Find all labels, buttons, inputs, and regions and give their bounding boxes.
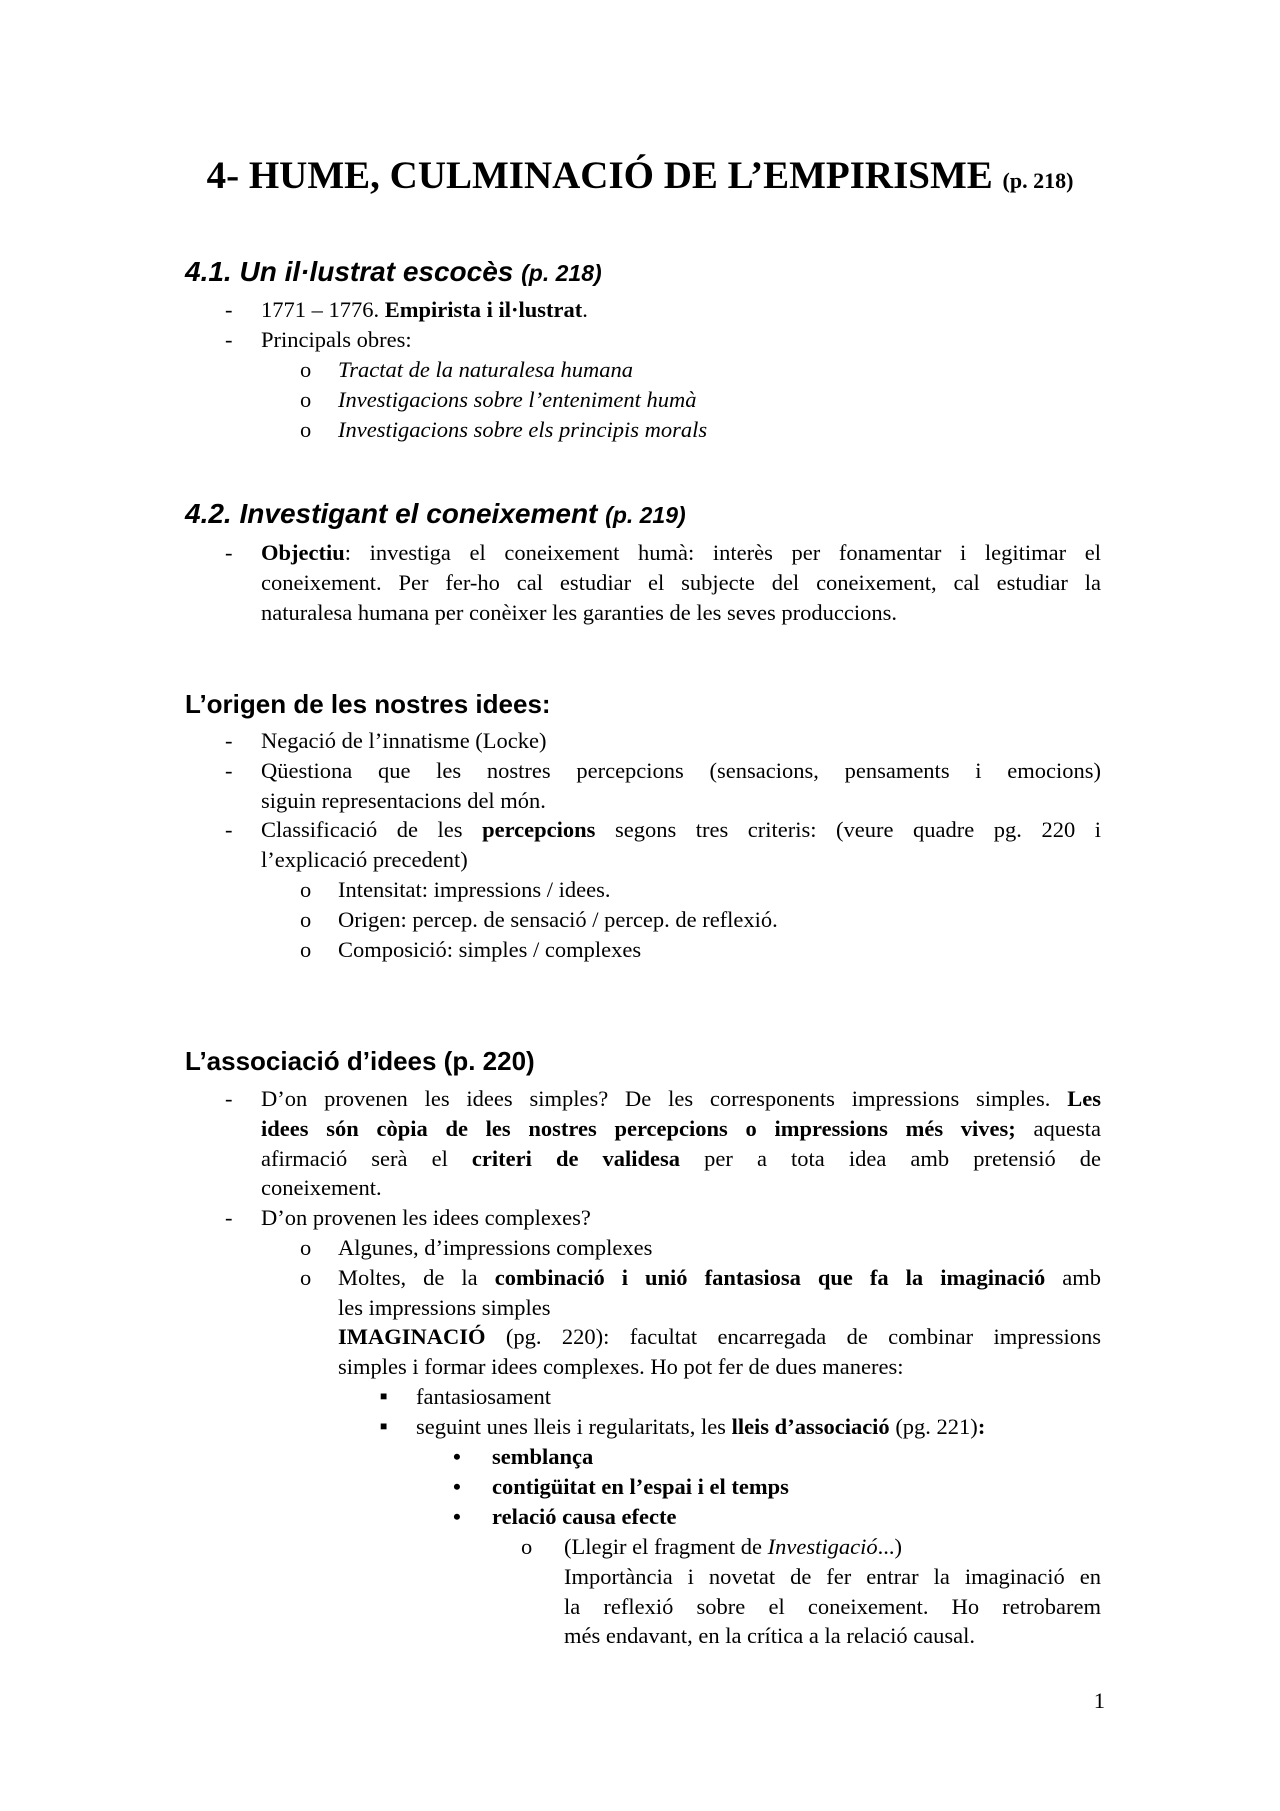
association-laws-list <box>453 1442 1101 1531</box>
list-item: - Negació de l’innatisme (Locke) <box>261 726 1101 756</box>
document-title <box>0 152 1280 205</box>
circle-bullet-icon: o <box>300 877 312 902</box>
square-bullet-icon: ■ <box>380 1389 388 1403</box>
text-line: la reflexió sobre el coneixement. Ho retrobarem <box>564 1593 1101 1619</box>
text-line: idees són còpia de les nostres percepcions o impressions més vives; aquesta <box>261 1115 1102 1141</box>
list-item: ■ fantasiosament <box>416 1382 1101 1412</box>
dash-bullet-icon: - <box>225 728 233 753</box>
list-item: - 1771 – 1776. Empirista i il·lustrat. <box>261 295 1101 325</box>
section-heading-4-2: 4.2. Investigant el coneixement (p. 219) <box>185 498 686 529</box>
bullet-dot-icon: • <box>453 1503 461 1529</box>
text-line: les impressions simples <box>338 1294 551 1320</box>
text-line: coneixement. Per fer-ho cal estudiar el subjecte del coneixement, cal estudiar la <box>261 569 1101 595</box>
circle-bullet-icon: o <box>300 357 312 382</box>
works-list <box>300 355 1101 444</box>
dash-bullet-icon: - <box>225 1086 233 1111</box>
circle-bullet-icon: o <box>300 416 312 442</box>
list-origen <box>225 726 1101 875</box>
list-item: o (Llegir el fragment de Investigació...) <box>564 1532 1101 1562</box>
section-page-ref: (p. 218) <box>521 260 602 286</box>
dash-bullet-icon: - <box>225 757 233 783</box>
text-line: l’explicació precedent) <box>261 847 468 873</box>
circle-bullet-icon: o <box>300 1264 312 1290</box>
dash-bullet-icon: - <box>225 297 233 322</box>
list-item: o Investigacions sobre l’enteniment humà <box>338 385 1101 415</box>
circle-bullet-icon: o <box>300 936 312 962</box>
list-item: o Investigacions sobre els principis morals <box>338 415 1101 445</box>
dash-bullet-icon: - <box>225 540 233 565</box>
section-heading-origen: L’origen de les nostres idees: <box>185 689 551 719</box>
dash-bullet-icon: - <box>225 817 233 843</box>
list-item: o Moltes, de la combinació i unió fantasiosa que fa la imaginació amb <box>338 1263 1101 1293</box>
text-line: naturalesa humana per conèixer les garanties de les seves produccions. <box>261 599 897 625</box>
list-item: - Principals obres: <box>261 325 1101 355</box>
text-line: coneixement. <box>261 1175 382 1201</box>
square-bullet-icon: ■ <box>380 1418 388 1433</box>
list-item: o Composició: simples / complexes <box>338 935 1101 965</box>
text-line: siguin representacions del món. <box>261 787 546 813</box>
title-page-ref: (p. 218) <box>1002 168 1074 193</box>
list-item: - Objectiu: investiga el coneixement humà: interès per fonamentar i legitimar el <box>261 538 1101 568</box>
list-item: • semblança <box>492 1442 1101 1472</box>
text-line: Importància i novetat de fer entrar la imaginació en <box>564 1563 1101 1589</box>
list-item: - D’on provenen les idees complexes? <box>261 1203 1101 1233</box>
list-item: o Algunes, d’impressions complexes <box>338 1233 1101 1263</box>
list-item: - Qüestiona que les nostres percepcions (sensacions, pensaments i emocions) <box>261 756 1101 786</box>
complex-ideas-list <box>300 1233 1102 1382</box>
section-heading-associacio: L’associació d’idees (p. 220) <box>185 1046 535 1076</box>
circle-bullet-icon: o <box>300 386 312 412</box>
text-line: simples i formar idees complexes. Ho pot fer de dues maneres: <box>338 1354 904 1380</box>
list-item: - Classificació de les percepcions segons tres criteris: (veure quadre pg. 220 i <box>261 815 1101 845</box>
list-associacio <box>225 1084 1102 1233</box>
list-4-2 <box>225 538 1101 627</box>
circle-bullet-icon: o <box>300 1235 312 1260</box>
list-item: • contigüitat en l’espai i el temps <box>492 1472 1101 1502</box>
dash-bullet-icon: - <box>225 326 233 352</box>
text-line: IMAGINACIÓ (pg. 220): facultat encarregada de combinar impressions <box>338 1324 1102 1350</box>
imagination-ways-list <box>380 1382 1101 1442</box>
list-item: o Origen: percep. de sensació / percep. de reflexió. <box>338 905 1101 935</box>
section-heading-4-1: 4.1. Un il·lustrat escocès (p. 218) <box>185 256 602 287</box>
list-item: - D’on provenen les idees simples? De les corresponents impressions simples. Les <box>261 1084 1101 1114</box>
list-item: o Intensitat: impressions / idees. <box>338 875 1101 905</box>
list-item: • relació causa efecte <box>492 1502 1101 1532</box>
title-text: 4- HUME, CULMINACIÓ DE L’EMPIRISME <box>206 154 993 197</box>
circle-bullet-icon: o <box>300 906 312 932</box>
list-4-1 <box>225 295 1101 355</box>
list-item: ■ seguint unes lleis i regularitats, les lleis d’associació (pg. 221): <box>416 1412 1101 1442</box>
text-line: afirmació serà el criteri de validesa per a tota idea amb pretensió de <box>261 1145 1102 1171</box>
criteria-list <box>300 875 1101 964</box>
bullet-dot-icon: • <box>453 1444 461 1469</box>
dash-bullet-icon: - <box>225 1205 233 1231</box>
text-line: més endavant, en la crítica a la relació causal. <box>564 1623 976 1649</box>
bullet-dot-icon: • <box>453 1473 461 1499</box>
section-page-ref: (p. 219) <box>605 502 686 528</box>
page-number: 1 <box>1093 1688 1105 1713</box>
list-item: o Tractat de la naturalesa humana <box>338 355 1101 385</box>
reading-note <box>521 1532 1101 1651</box>
circle-bullet-icon: o <box>521 1534 533 1559</box>
